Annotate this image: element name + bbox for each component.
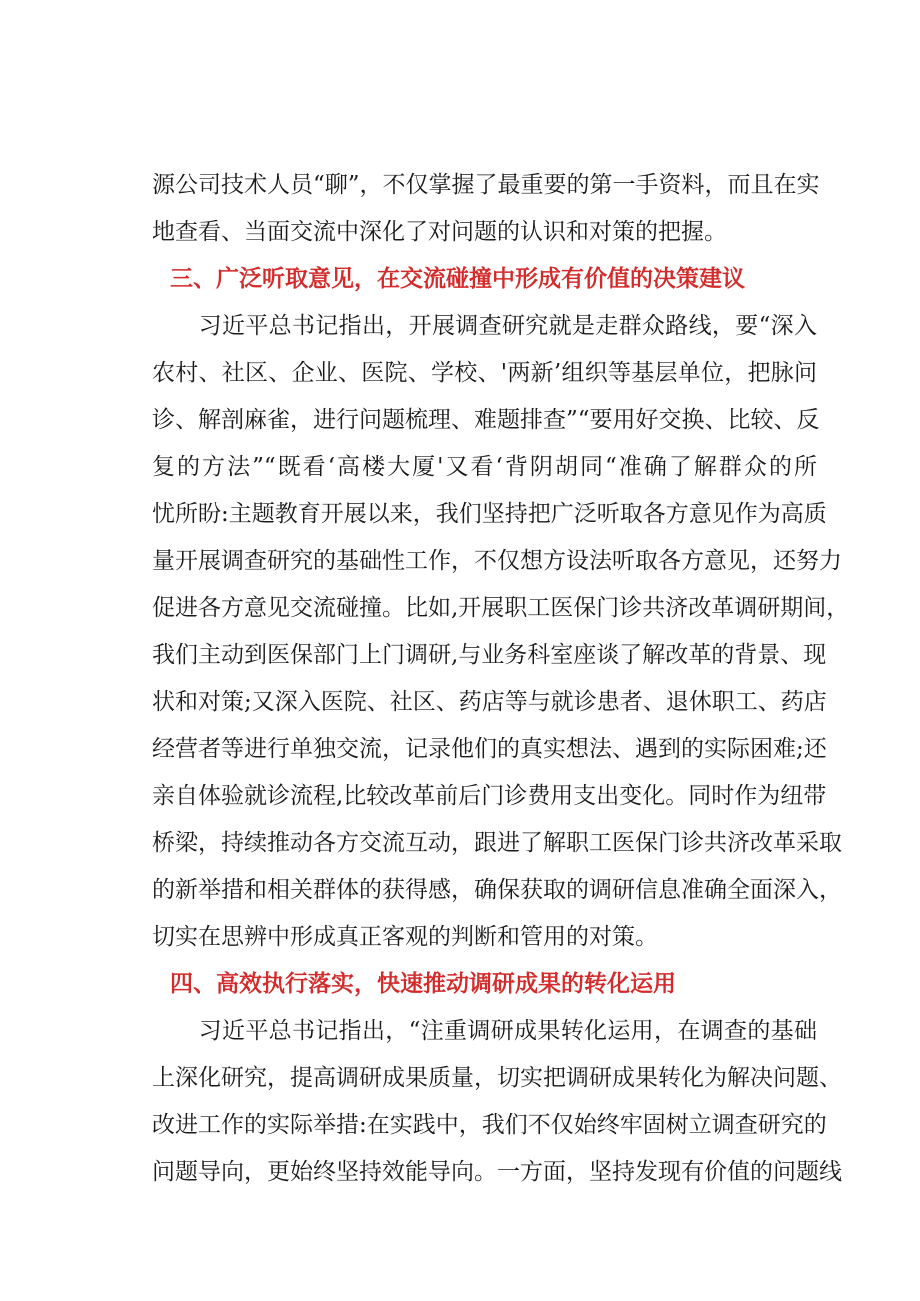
paragraph-line: 习近平总书记指出，“注重调研成果转化运用，在调查的基础 xyxy=(152,1018,817,1044)
paragraph-line: 上深化研究，提高调研成果质量，切实把调研成果转化为解决问题、 xyxy=(152,1065,842,1091)
paragraph-line: 经营者等进行单独交流，记录他们的真实想法、遇到的实际困难;还 xyxy=(152,736,827,762)
paragraph-line: 诊、解剖麻雀，进行问题梳理、难题排查”“要用好交换、比较、反 xyxy=(152,407,820,433)
paragraph-line: 量开展调查研究的基础性工作，不仅想方设法听取各方意见，还努力 xyxy=(152,548,842,574)
paragraph-line: 忧所盼:主题教育开展以来，我们坚持把广泛听取各方意见作为高质 xyxy=(152,501,827,527)
paragraph-line: 习近平总书记指出，开展调查研究就是走群众路线，要“深入 xyxy=(152,313,817,339)
paragraph-line: 改进工作的实际举措:在实践中，我们不仅始终牢固树立调查研究的 xyxy=(152,1112,827,1138)
paragraph-line: 我们主动到医保部门上门调研,与业务科室座谈了解改革的背景、现 xyxy=(152,642,827,668)
paragraph-line: 切实在思辨中形成真正客观的判断和管用的对策。 xyxy=(152,924,658,950)
paragraph-line: 的新举措和相关群体的获得感，确保获取的调研信息准确全面深入， xyxy=(152,877,842,903)
paragraph-line: 源公司技术人员“聊”，不仅掌握了最重要的第一手资料，而且在实 xyxy=(152,172,820,198)
section-heading-3: 三、广泛听取意见，在交流碰撞中形成有价值的决策建议 xyxy=(170,266,745,292)
paragraph-line: 复的方法”“既看‘高楼大厦'又看‘背阴胡同“准确了解群众的所 xyxy=(152,454,817,480)
paragraph-line: 地查看、当面交流中深化了对问题的认识和对策的把握。 xyxy=(152,219,727,245)
paragraph-line: 桥梁，持续推动各方交流互动，跟进了解职工医保门诊共济改革采取 xyxy=(152,830,842,856)
paragraph-line: 农村、社区、企业、医院、学校、'两新’组织等基层单位，把脉问 xyxy=(152,360,817,386)
paragraph-line: 亲自体验就诊流程,比较改革前后门诊费用支出变化。同时作为纽带 xyxy=(152,783,827,809)
paragraph-line: 促进各方意见交流碰撞。比如,开展职工医保门诊共济改革调研期间， xyxy=(152,595,850,621)
section-heading-4: 四、高效执行落实，快速推动调研成果的转化运用 xyxy=(170,971,676,997)
paragraph-line: 状和对策;又深入医院、社区、药店等与就诊患者、退休职工、药店 xyxy=(152,689,827,715)
paragraph-line: 问题导向，更始终坚持效能导向。一方面，坚持发现有价值的问题线 xyxy=(152,1159,842,1185)
